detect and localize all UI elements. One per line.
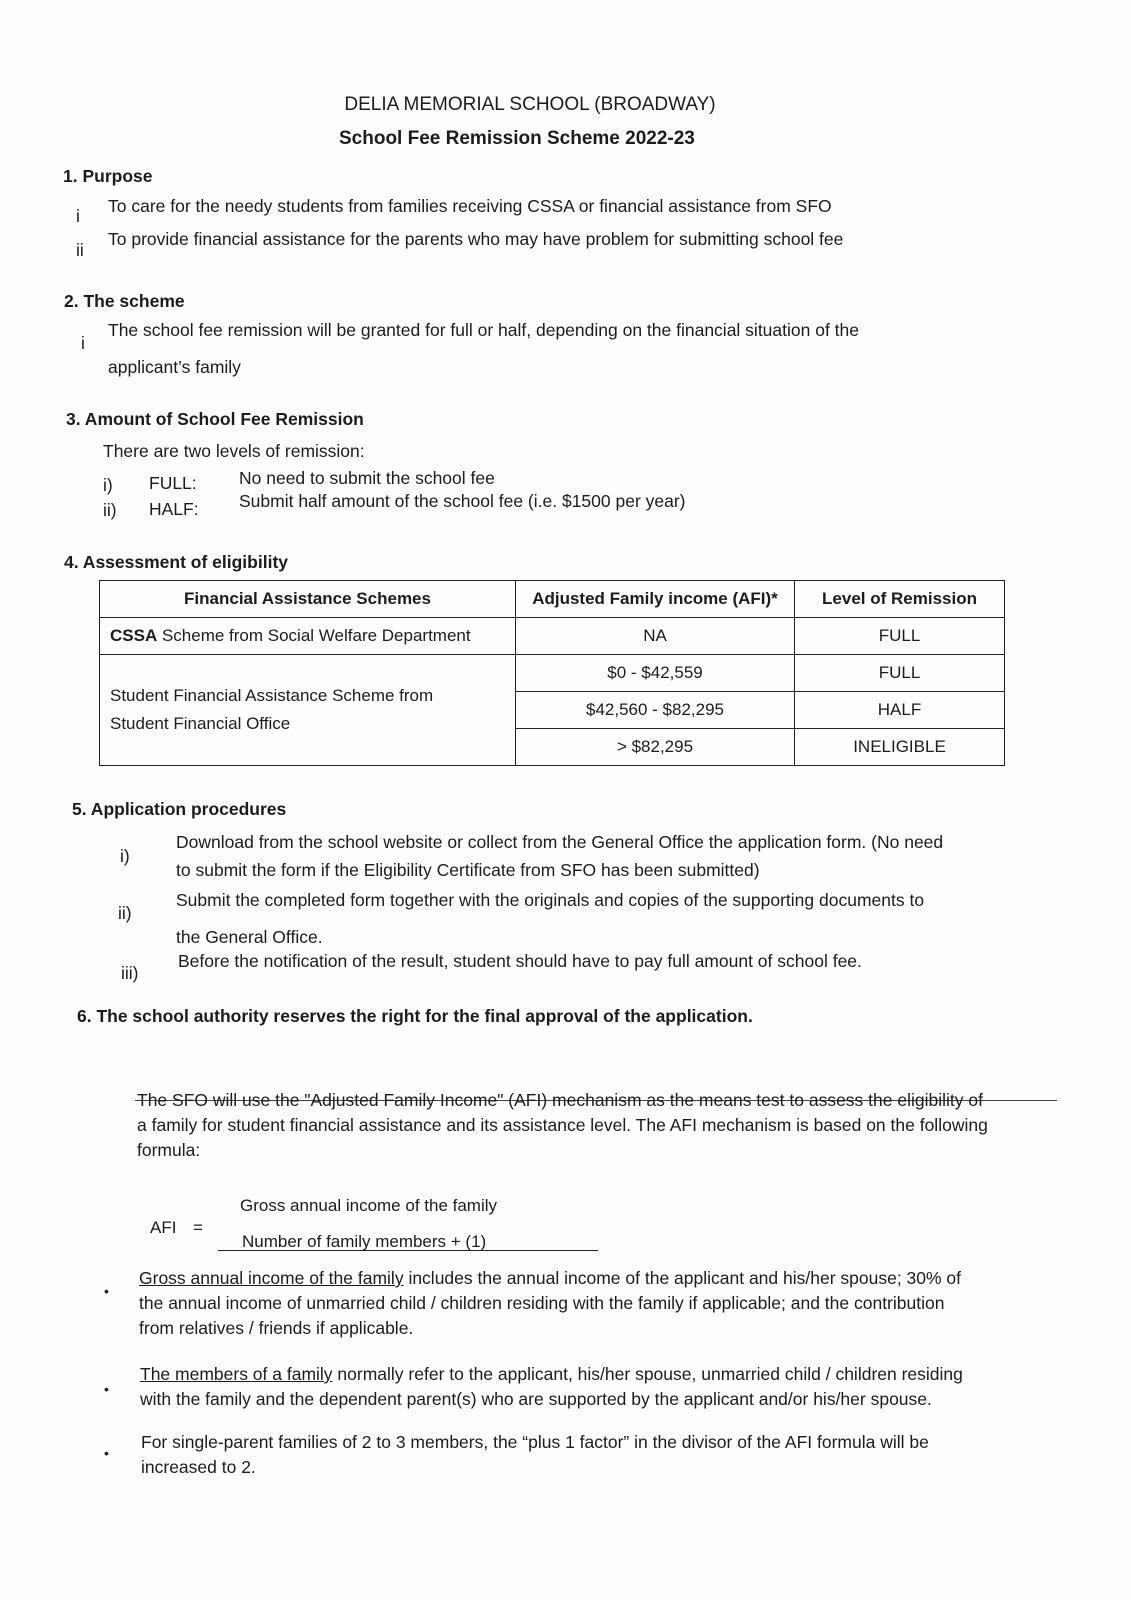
bullet-text: with the family and the dependent parent(s) who are supported by the applicant and/or his/her spouse.	[140, 1389, 932, 1409]
table-row	[100, 655, 1005, 692]
level-cell: FULL	[795, 618, 1005, 655]
section-5-heading: 5. Application procedures	[72, 799, 287, 819]
level-desc-full: No need to submit the school fee	[239, 468, 495, 488]
bullet-text: includes the annual income of the applicant and his/her spouse; 30% of	[403, 1268, 962, 1288]
afi-intro-line: The SFO will use the "Adjusted Family Income" (AFI) mechanism as the means test to assess the eligibility of	[137, 1090, 983, 1110]
level-label-half: HALF:	[149, 499, 199, 519]
bullet-icon: •	[104, 1445, 109, 1461]
section-6-heading: 6. The school authority reserves the right for the final approval of the application.	[77, 1006, 753, 1026]
procedure-1-line-1: Download from the school website or collect from the General Office the application form. (No need	[176, 832, 944, 852]
formula-denominator: Number of family members + (1)	[242, 1232, 487, 1251]
afi-cell: $42,560 - $82,295	[516, 692, 795, 729]
scheme-name-line-1: Student Financial Assistance Scheme from	[110, 686, 434, 705]
procedure-3-line-1: Before the notification of the result, student should have to pay full amount of school fee.	[178, 951, 862, 971]
list-number: iii)	[121, 963, 139, 983]
purpose-item-1: To care for the needy students from families receiving CSSA or financial assistance from SFO	[108, 196, 832, 216]
eligibility-table	[99, 580, 1005, 766]
list-number: ii)	[103, 500, 117, 520]
term: The members of a family	[140, 1364, 333, 1384]
section-2-heading: 2. The scheme	[64, 291, 185, 311]
scheme-cell	[100, 655, 516, 766]
bullet-item	[139, 1266, 961, 1341]
bullet-item	[140, 1362, 963, 1412]
list-number: i	[81, 333, 85, 353]
section-3-heading: 3. Amount of School Fee Remission	[66, 409, 364, 429]
afi-cell: $0 - $42,559	[516, 655, 795, 692]
list-number: ii)	[118, 903, 132, 923]
list-number: i	[76, 206, 80, 226]
afi-cell: NA	[516, 618, 795, 655]
scheme-name: Scheme from Social Welfare Department	[157, 626, 471, 645]
term: Gross annual income of the family	[139, 1268, 404, 1288]
level-desc-half: Submit half amount of the school fee (i.e. $1500 per year)	[239, 491, 686, 511]
table-row	[100, 618, 1005, 655]
afi-intro-line: formula:	[137, 1140, 201, 1160]
scheme-name-line-2: Student Financial Office	[110, 714, 291, 733]
afi-intro-line: a family for student financial assistance and its assistance level. The AFI mechanism is based on the following	[137, 1115, 988, 1135]
level-cell: HALF	[795, 692, 1005, 729]
table-header-row	[100, 581, 1005, 618]
bullet-text: For single-parent families of 2 to 3 members, the “plus 1 factor” in the divisor of the AFI formula will be	[141, 1432, 929, 1452]
afi-intro	[137, 1088, 988, 1163]
bullet-text: normally refer to the applicant, his/her spouse, unmarried child / children residing	[332, 1364, 963, 1384]
scheme-abbrev: CSSA	[110, 626, 158, 645]
procedure-2-line-2: the General Office.	[176, 927, 323, 947]
level-label-full: FULL:	[149, 473, 197, 493]
formula-lhs: AFI	[150, 1218, 177, 1237]
procedure-1-line-2: to submit the form if the Eligibility Certificate from SFO has been submitted)	[176, 860, 760, 880]
bullet-icon: •	[104, 1283, 109, 1299]
scheme-cell	[100, 618, 516, 655]
school-name: DELIA MEMORIAL SCHOOL (BROADWAY)	[344, 94, 716, 115]
section-4-heading: 4. Assessment of eligibility	[64, 552, 289, 572]
list-number: i)	[103, 475, 113, 495]
level-cell: FULL	[795, 655, 1005, 692]
level-cell: INELIGIBLE	[795, 729, 1005, 766]
scheme-item-line-2: applicant’s family	[108, 357, 241, 377]
scheme-title: School Fee Remission Scheme 2022-23	[339, 128, 695, 149]
column-header: Financial Assistance Schemes	[100, 581, 516, 618]
purpose-item-2: To provide financial assistance for the parents who may have problem for submitting school fee	[108, 229, 844, 249]
remission-intro: There are two levels of remission:	[103, 441, 365, 461]
bullet-text: from relatives / friends if applicable.	[139, 1318, 414, 1338]
column-header: Level of Remission	[795, 581, 1005, 618]
scheme-item-line-1: The school fee remission will be granted for full or half, depending on the financial situation of the	[108, 320, 860, 340]
bullet-text: increased to 2.	[141, 1457, 256, 1477]
section-1-heading: 1. Purpose	[63, 166, 153, 186]
bullet-item	[141, 1430, 929, 1480]
formula-equals: =	[193, 1218, 203, 1237]
bullet-text: the annual income of unmarried child / children residing with the family if applicable; and the contribution	[139, 1293, 945, 1313]
afi-cell: > $82,295	[516, 729, 795, 766]
column-header: Adjusted Family income (AFI)*	[516, 581, 795, 618]
procedure-2-line-1: Submit the completed form together with the originals and copies of the supporting documents to	[176, 890, 925, 910]
formula-numerator: Gross annual income of the family	[240, 1196, 498, 1215]
list-number: ii	[76, 240, 84, 260]
list-number: i)	[120, 846, 130, 866]
bullet-icon: •	[104, 1381, 109, 1397]
